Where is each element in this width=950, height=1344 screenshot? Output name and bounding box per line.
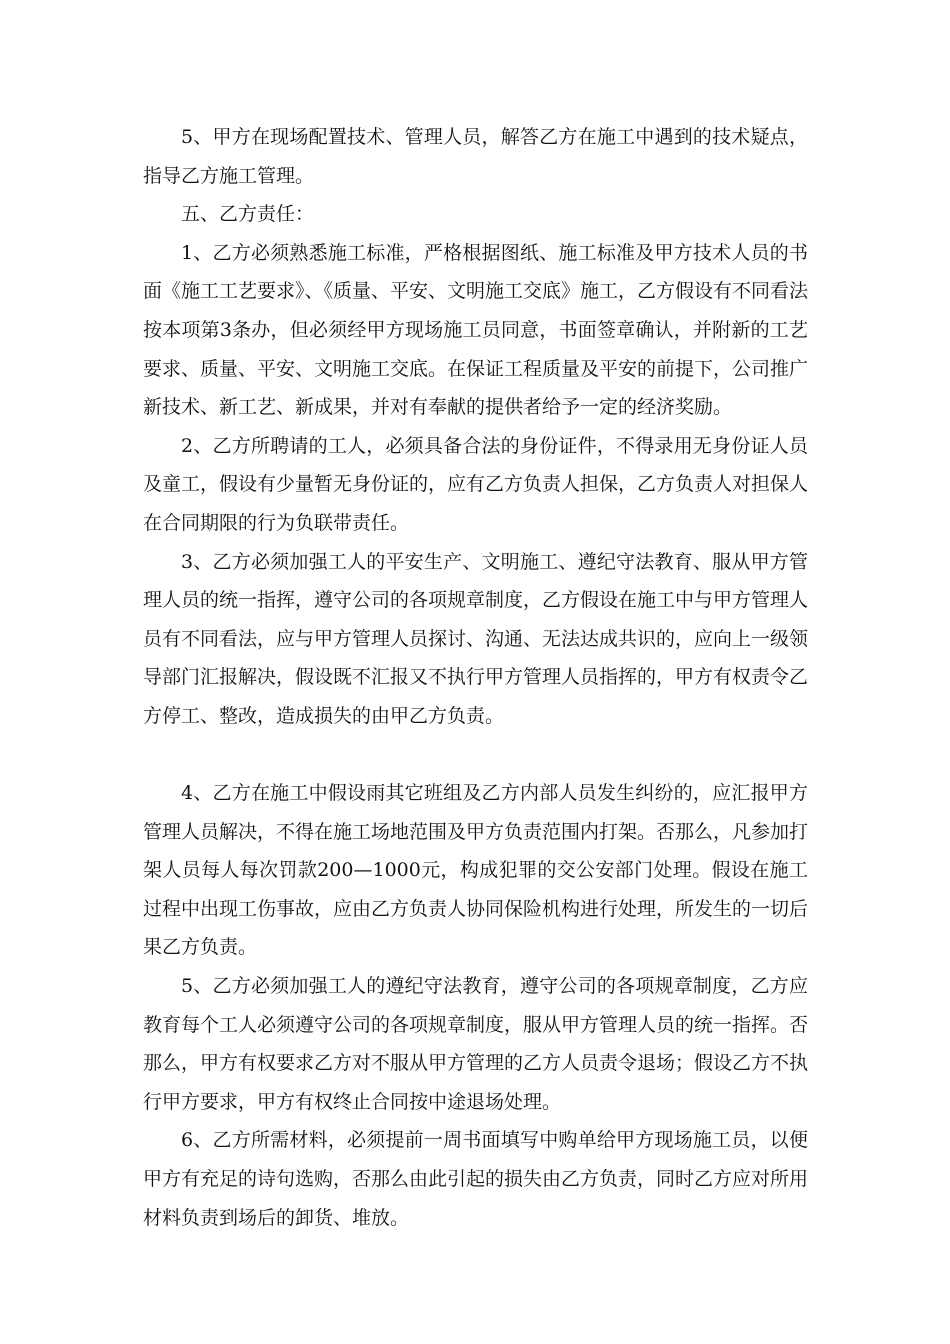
- paragraph-spacer: [143, 736, 808, 775]
- paragraph-party-b-item-4: 4、乙方在施工中假设雨其它班组及乙方内部人员发生纠纷的，应汇报甲方管理人员解决，不得在施工场地范围及甲方负责范围内打架。否那么，凡参加打架人员每人每次罚款200—1000元，构成犯罪的交公安部门处理。假设在施工过程中出现工伤事故，应由乙方负责人协同保险机构进行处理，所发生的一切后果乙方负责。: [143, 782, 809, 959]
- paragraph-party-b-item-3: 3、乙方必须加强工人的平安生产、文明施工、遵纪守法教育、服从甲方管理人员的统一指挥，遵守公司的各项规章制度，乙方假设在施工中与甲方管理人员有不同看法，应与甲方管理人员探讨、沟通、无法达成共识的，应向上一级领导部门汇报解决，假设既不汇报又不执行甲方管理人员指挥的，甲方有权责令乙方停工、整改，造成损失的由甲乙方负责。: [143, 550, 809, 727]
- document-body: [143, 118, 808, 1237]
- section-heading-party-b-duties: 五、乙方责任：: [181, 203, 315, 226]
- paragraph-party-b-item-6: 6、乙方所需材料，必须提前一周书面填写中购单给甲方现场施工员，以便甲方有充足的诗句选购，否那么由此引起的损失由乙方负责，同时乙方应对所用材料负责到场后的卸货、堆放。: [143, 1129, 809, 1229]
- paragraph-party-a-item-5: 5、甲方在现场配置技术、管理人员，解答乙方在施工中遇到的技术疑点，指导乙方施工管理。: [143, 126, 808, 187]
- paragraph-party-b-item-5: 5、乙方必须加强工人的遵纪守法教育，遵守公司的各项规章制度，乙方应教育每个工人必须遵守公司的各项规章制度，服从甲方管理人员的统一指挥。否那么，甲方有权要求乙方对不服从甲方管理的乙方人员责令退场；假设乙方不执行甲方要求，甲方有权终止合同按中途退场处理。: [143, 975, 809, 1113]
- paragraph-party-b-item-2: 2、乙方所聘请的工人，必须具备合法的身份证件，不得录用无身份证人员及童工，假设有少量暂无身份证的，应有乙方负责人担保，乙方负责人对担保人在合同期限的行为负联带责任。: [143, 434, 809, 534]
- paragraph-party-b-item-1: 1、乙方必须熟悉施工标准，严格根据图纸、施工标准及甲方技术人员的书面《施工工艺要求》、《质量、平安、文明施工交底》施工，乙方假设有不同看法按本项第3条办，但必须经甲方现场施工员同意，书面签章确认，并附新的工艺要求、质量、平安、文明施工交底。在保证工程质量及平安的前提下，公司推广新技术、新工艺、新成果，并对有奉献的提供者给予一定的经济奖励。: [143, 241, 809, 419]
